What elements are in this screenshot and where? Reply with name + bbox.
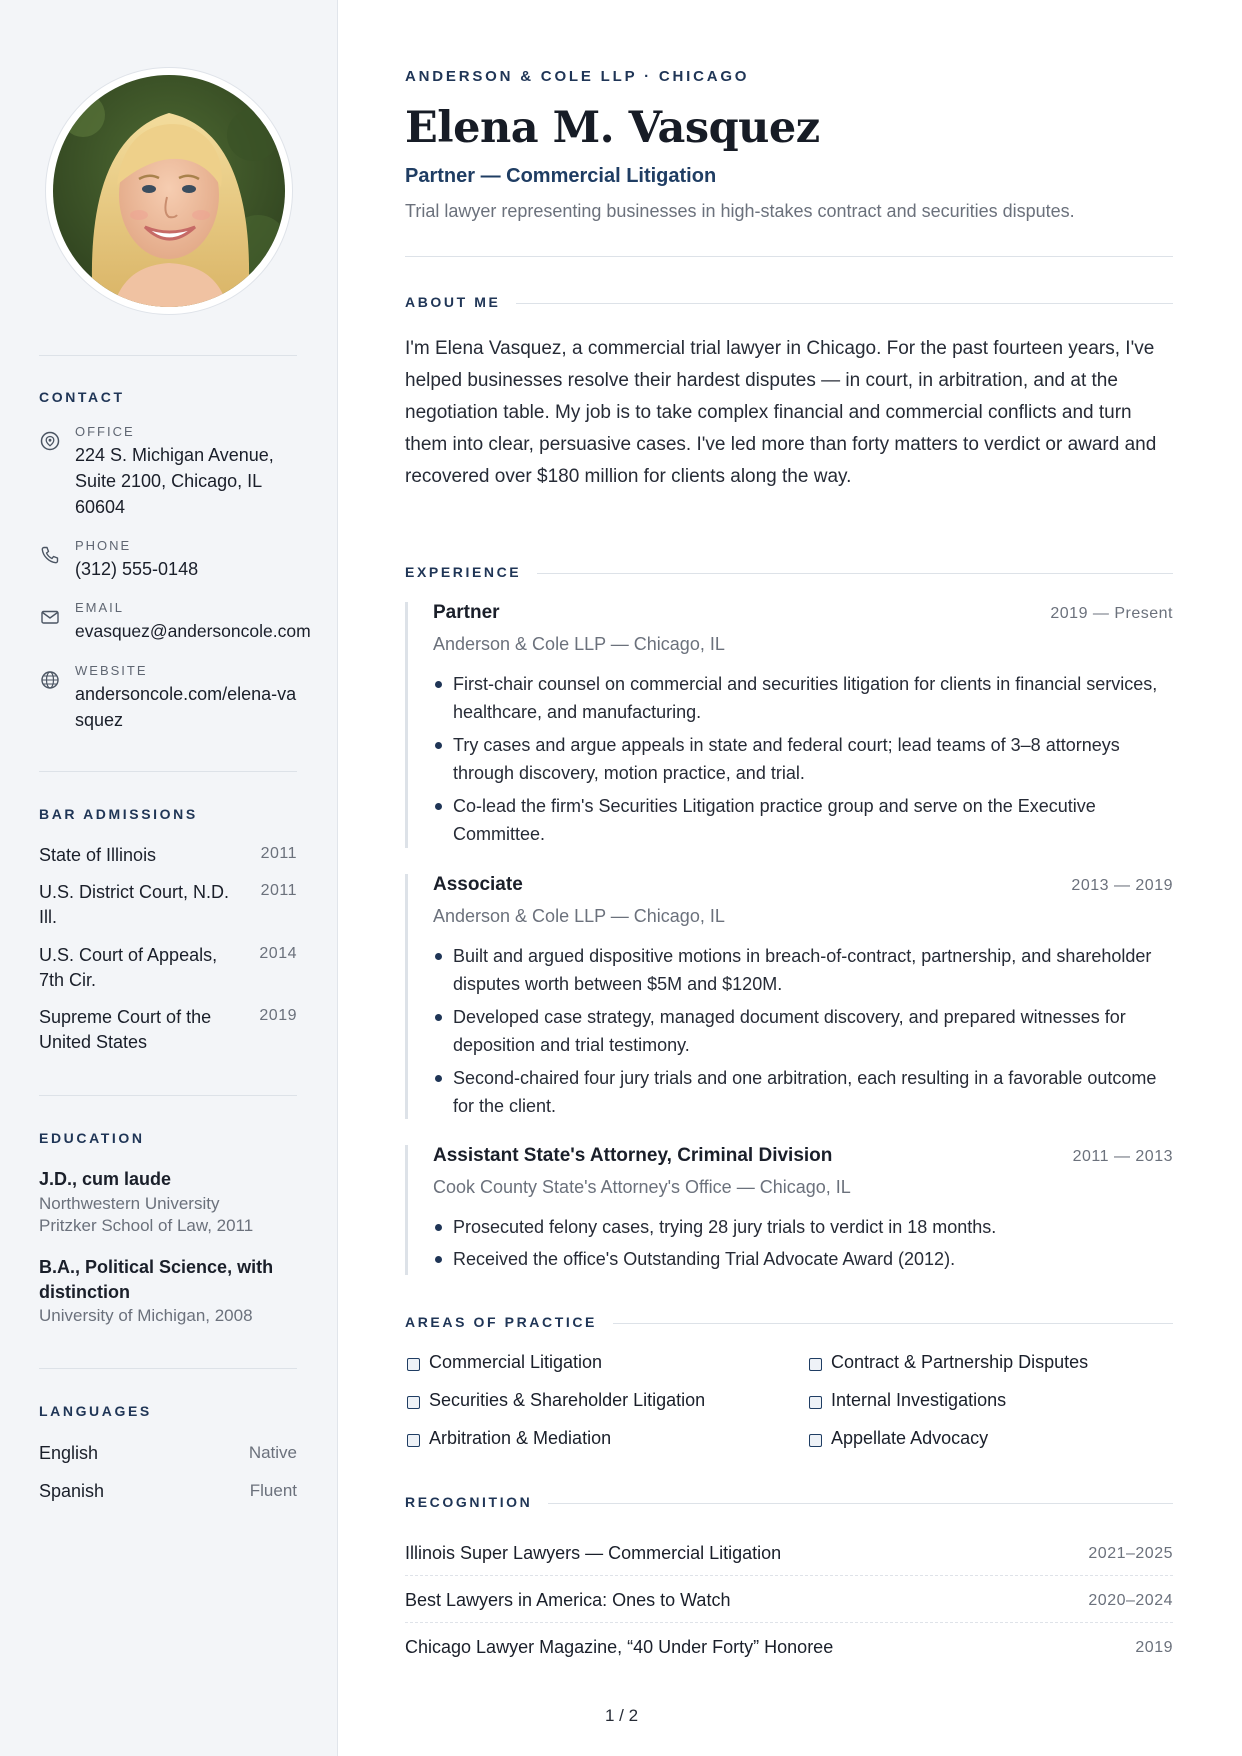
bullet-text: Received the office's Outstanding Trial Advocate Award (2012).	[453, 1249, 956, 1269]
bullet-text: Second-chaired four jury trials and one arbitration, each resulting in a favorable outcome for the client.	[453, 1068, 1157, 1116]
checkbox-square-icon	[407, 1396, 420, 1409]
practice-section-header	[405, 1314, 1173, 1332]
bullet-text: Developed case strategy, managed document discovery, and prepared witnesses for deposition and trial testimony.	[453, 1007, 1126, 1055]
job-title: Associate	[433, 874, 523, 895]
recognition-years: 2020–2024	[1088, 1592, 1173, 1609]
experience-entry	[405, 1145, 1173, 1275]
bar-name: U.S. District Court, N.D. Ill.	[39, 882, 230, 927]
bar-year: 2019	[259, 1007, 297, 1024]
recognition-heading: RECOGNITION	[405, 1494, 548, 1510]
bullet-text: First-chair counsel on commercial and securities litigation for clients in financial services, healthcare, and manufacturing.	[453, 674, 1158, 722]
job-bullet	[433, 792, 1173, 848]
bullet-dot	[435, 1224, 442, 1231]
bar-year: 2011	[260, 845, 297, 862]
language-level: Native	[248, 1443, 297, 1462]
person-name: Elena M. Vasquez	[405, 103, 820, 153]
bullet-dot	[435, 953, 442, 960]
edu-school: University of Michigan, 2008	[39, 1306, 253, 1325]
location-pin-icon	[39, 430, 61, 452]
page-number: 1 / 2	[605, 1706, 639, 1725]
practice-area-label: Appellate Advocacy	[831, 1428, 989, 1448]
language-row	[39, 1443, 297, 1467]
mail-icon	[39, 606, 61, 628]
globe-icon	[39, 669, 61, 691]
bullet-text: Prosecuted felony cases, trying 28 jury trials to verdict in 18 months.	[453, 1217, 997, 1237]
section-rule	[405, 303, 1173, 304]
bar-name: U.S. Court of Appeals, 7th Cir.	[39, 945, 218, 990]
bar-admission-row	[39, 943, 297, 993]
job-organization: Anderson & Cole LLP — Chicago, IL	[433, 634, 725, 654]
job-bullets	[433, 670, 1173, 853]
bullet-dot	[435, 742, 442, 749]
practice-area-label: Arbitration & Mediation	[429, 1428, 612, 1448]
bullet-text: Co-lead the firm's Securities Litigation practice group and serve on the Executive Committee.	[453, 796, 1096, 844]
checkbox-square-icon	[407, 1434, 420, 1447]
phone-number[interactable]: (312) 555-0148	[75, 559, 199, 579]
job-dates: 2011 — 2013	[1072, 1148, 1173, 1165]
recognition-name: Best Lawyers in America: Ones to Watch	[405, 1590, 731, 1610]
bar-admission-row	[39, 880, 297, 930]
recognition-row	[405, 1577, 1173, 1623]
about-text: I'm Elena Vasquez, a commercial trial lawyer in Chicago. For the past fourteen years, I've helped businesses resolve their hardest disputes — in court, in arbitration, and at the negotiation table. My job is to take complex financial and commercial conflicts and turn them into clear, persuasive cases. I've led more than forty matters to verdict or award and recovered over $180 million for clients along the way.	[405, 338, 1157, 487]
experience-heading: EXPERIENCE	[405, 564, 537, 580]
bar-admissions-heading: BAR ADMISSIONS	[39, 806, 198, 822]
recognition-years: 2021–2025	[1088, 1545, 1173, 1562]
experience-entry	[405, 874, 1173, 1119]
profile-photo	[53, 75, 285, 307]
job-title: Partner	[433, 602, 500, 623]
recognition-years: 2019	[1135, 1639, 1173, 1656]
recognition-name: Illinois Super Lawyers — Commercial Litigation	[405, 1543, 782, 1563]
tagline: Trial lawyer representing businesses in high-stakes contract and securities disputes.	[405, 201, 1075, 221]
firm-location: ANDERSON & COLE LLP · CHICAGO	[405, 68, 750, 85]
language-level: Fluent	[249, 1481, 297, 1500]
practice-heading: AREAS OF PRACTICE	[405, 1314, 613, 1330]
divider	[39, 1368, 297, 1369]
divider	[39, 355, 297, 356]
job-bullet	[433, 1213, 1173, 1241]
practice-area-label: Securities & Shareholder Litigation	[429, 1390, 706, 1410]
checkbox-square-icon	[809, 1434, 822, 1447]
languages-heading: LANGUAGES	[39, 1403, 152, 1419]
website-link[interactable]: andersoncole.com/elena-vasquez	[75, 684, 297, 730]
checkbox-square-icon	[809, 1358, 822, 1371]
practice-area	[807, 1352, 1187, 1378]
bullet-text: Built and argued dispositive motions in breach-of-contract, partnership, and shareholder disputes worth between $5M and $120M.	[453, 946, 1152, 994]
practice-area-label: Commercial Litigation	[429, 1352, 603, 1372]
contact-email	[39, 600, 339, 646]
bullet-dot	[435, 1014, 442, 1021]
job-bullet	[433, 1064, 1173, 1120]
profile-photo-frame	[45, 67, 293, 315]
job-bullets	[433, 942, 1173, 1125]
about-section-header	[405, 294, 1173, 312]
practice-area	[405, 1352, 785, 1378]
job-organization: Cook County State's Attorney's Office — Chicago, IL	[433, 1177, 851, 1197]
divider	[39, 771, 297, 772]
job-bullet	[433, 1245, 1173, 1273]
main-content	[405, 0, 1173, 1756]
language-name: English	[39, 1443, 99, 1463]
sidebar	[0, 0, 338, 1756]
divider	[39, 1095, 297, 1096]
job-title: Assistant State's Attorney, Criminal Division	[433, 1145, 833, 1166]
job-organization: Anderson & Cole LLP — Chicago, IL	[433, 906, 725, 926]
practice-area	[405, 1428, 785, 1454]
contact-phone	[39, 538, 339, 584]
contact-label: EMAIL	[75, 600, 125, 615]
language-row	[39, 1481, 297, 1505]
office-address: 224 S. Michigan Avenue, Suite 2100, Chicago, IL 60604	[75, 445, 274, 517]
bar-name: State of Illinois	[39, 845, 157, 865]
bar-name: Supreme Court of the United States	[39, 1007, 212, 1052]
bar-admission-row	[39, 843, 297, 869]
experience-entry	[405, 602, 1173, 848]
practice-area	[807, 1428, 1187, 1454]
bullet-text: Try cases and argue appeals in state and federal court; lead teams of 3–8 attorneys through discovery, motion practice, and trial.	[453, 735, 1120, 783]
bullet-dot	[435, 1075, 442, 1082]
job-dates: 2019 — Present	[1050, 605, 1173, 622]
practice-area-label: Contract & Partnership Disputes	[831, 1352, 1089, 1372]
contact-office	[39, 424, 339, 524]
bar-admission-row	[39, 1005, 297, 1055]
recognition-row	[405, 1530, 1173, 1576]
bar-year: 2014	[259, 945, 297, 962]
job-bullets	[433, 1213, 1173, 1278]
checkbox-square-icon	[407, 1358, 420, 1371]
language-name: Spanish	[39, 1481, 105, 1501]
edu-school: Northwestern University Pritzker School of Law, 2011	[39, 1194, 254, 1235]
education-heading: EDUCATION	[39, 1130, 145, 1146]
job-bullet	[433, 670, 1173, 726]
contact-label: WEBSITE	[75, 663, 148, 678]
recognition-row	[405, 1624, 1173, 1670]
job-dates: 2013 — 2019	[1071, 877, 1173, 894]
contact-label: OFFICE	[75, 424, 135, 439]
practice-area-label: Internal Investigations	[831, 1390, 1007, 1410]
about-heading: ABOUT ME	[405, 294, 516, 310]
job-bullet	[433, 942, 1173, 998]
practice-area	[405, 1390, 785, 1416]
contact-heading: CONTACT	[39, 389, 125, 405]
recognition-section-header	[405, 1494, 1173, 1512]
practice-area	[807, 1390, 1187, 1416]
edu-degree: J.D., cum laude	[39, 1169, 172, 1189]
divider	[405, 256, 1173, 257]
contact-website	[39, 663, 339, 735]
recognition-name: Chicago Lawyer Magazine, “40 Under Forty” Honoree	[405, 1637, 834, 1657]
job-role: Partner — Commercial Litigation	[405, 165, 717, 187]
job-bullet	[433, 1003, 1173, 1059]
email-address[interactable]: evasquez@andersoncole.com	[75, 621, 311, 641]
contact-label: PHONE	[75, 538, 132, 553]
experience-section-header	[405, 564, 1173, 582]
phone-icon	[39, 544, 61, 566]
bullet-dot	[435, 681, 442, 688]
job-bullet	[433, 731, 1173, 787]
bullet-dot	[435, 1256, 442, 1263]
bar-year: 2011	[260, 882, 297, 899]
bullet-dot	[435, 803, 442, 810]
edu-degree: B.A., Political Science, with distinction	[39, 1257, 274, 1302]
checkbox-square-icon	[809, 1396, 822, 1409]
